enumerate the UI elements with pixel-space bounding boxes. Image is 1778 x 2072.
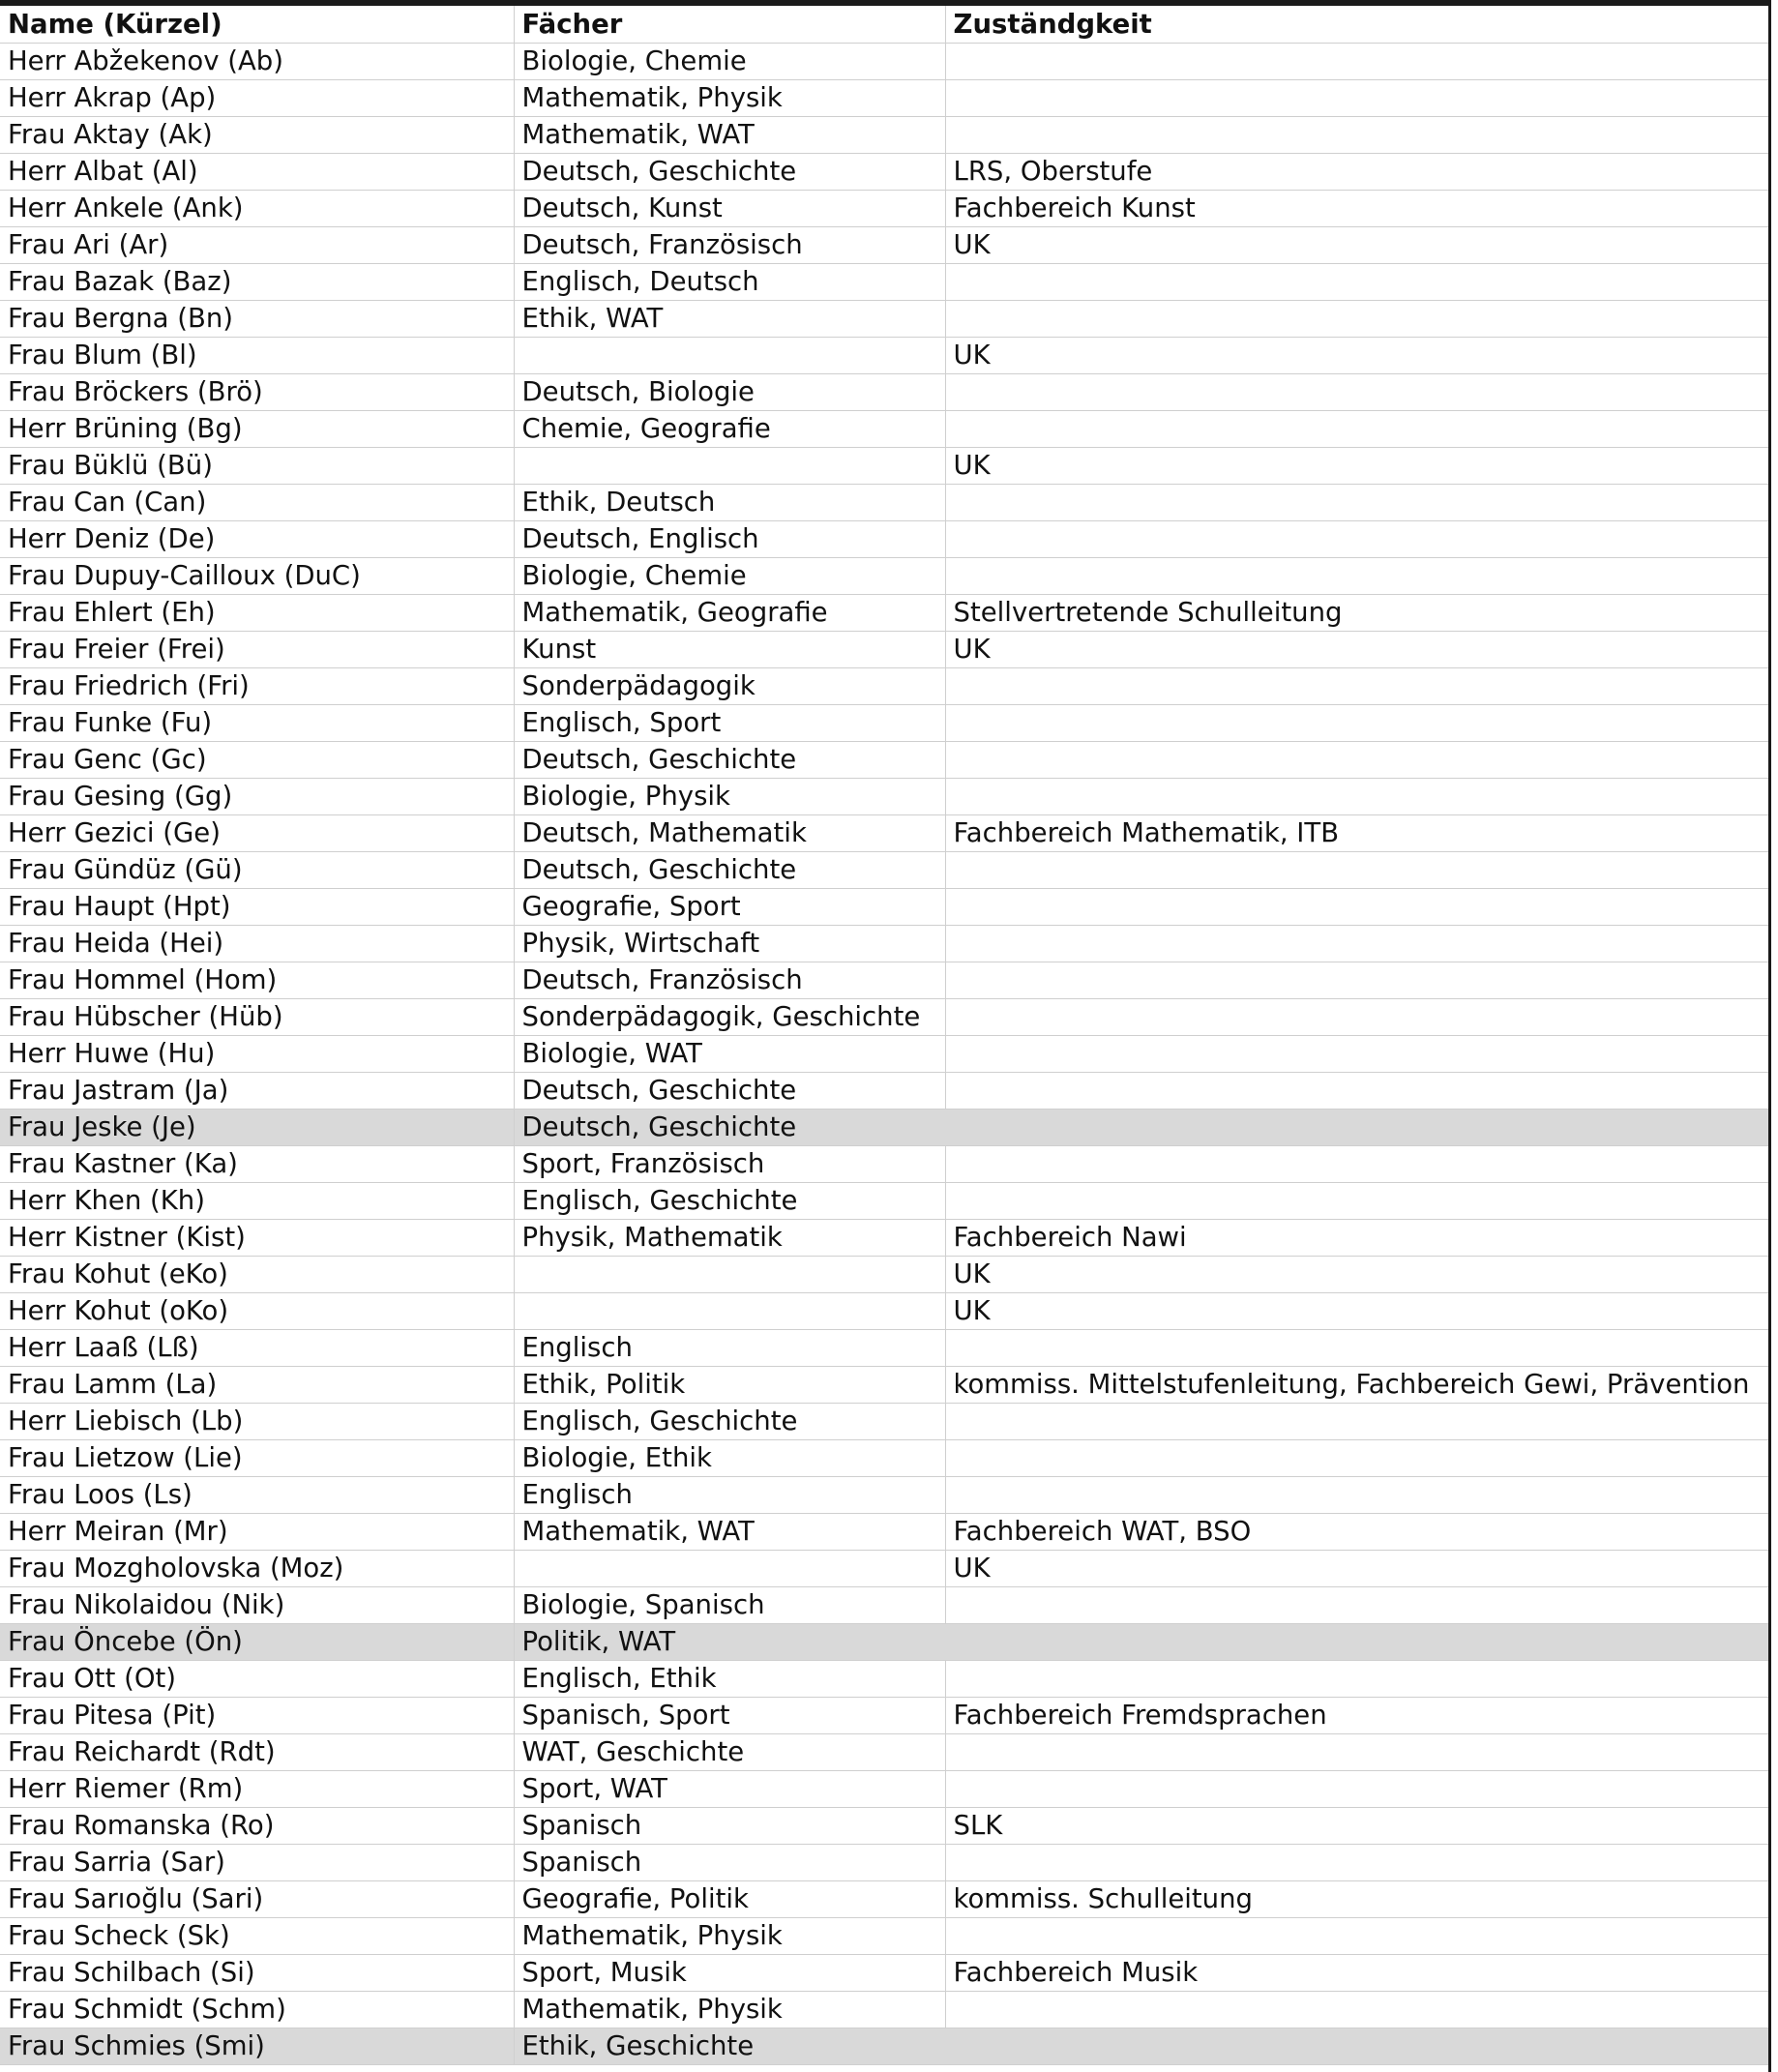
name-cell[interactable]: Frau Sarria (Sar) <box>0 1844 514 1880</box>
responsibility-cell[interactable]: LRS, Oberstufe <box>945 153 1768 190</box>
responsibility-cell[interactable]: Fachbereich Nawi <box>945 1219 1768 1256</box>
subjects-cell[interactable] <box>514 1256 945 1292</box>
table-row <box>0 300 1768 337</box>
responsibility-cell[interactable]: UK <box>945 631 1768 667</box>
responsibility-cell[interactable]: UK <box>945 447 1768 484</box>
subjects-cell[interactable]: Deutsch, Kunst <box>514 190 945 226</box>
table-row <box>0 704 1768 741</box>
responsibility-cell[interactable] <box>945 1035 1768 1072</box>
responsibility-cell[interactable] <box>945 1770 1768 1807</box>
name-cell[interactable]: Frau Bazak (Baz) <box>0 263 514 300</box>
subjects-cell[interactable]: Mathematik, Physik <box>514 79 945 116</box>
subjects-cell[interactable]: Englisch <box>514 1476 945 1513</box>
responsibility-cell[interactable] <box>945 484 1768 520</box>
name-cell[interactable]: Frau Heida (Hei) <box>0 925 514 962</box>
subjects-cell[interactable] <box>514 1292 945 1329</box>
table-row <box>0 1660 1768 1697</box>
subjects-cell[interactable]: Spanisch <box>514 1844 945 1880</box>
responsibility-cell[interactable] <box>945 962 1768 998</box>
subjects-cell[interactable]: Physik, Wirtschaft <box>514 925 945 962</box>
table-row <box>0 43 1768 79</box>
responsibility-cell[interactable] <box>945 741 1768 778</box>
table-row <box>0 962 1768 998</box>
name-cell[interactable]: Frau Hübscher (Hüb) <box>0 998 514 1035</box>
table-row <box>0 778 1768 814</box>
table-row <box>0 814 1768 851</box>
name-cell[interactable]: Frau Nikolaidou (Nik) <box>0 1586 514 1623</box>
table-row <box>0 741 1768 778</box>
subjects-cell[interactable]: Mathematik, Physik <box>514 1991 945 2028</box>
table-row <box>0 1476 1768 1513</box>
name-cell[interactable]: Herr Meiran (Mr) <box>0 1513 514 1550</box>
subjects-cell[interactable]: Kunst <box>514 631 945 667</box>
responsibility-cell[interactable] <box>945 79 1768 116</box>
table-row <box>0 153 1768 190</box>
name-cell[interactable]: Frau Freier (Frei) <box>0 631 514 667</box>
name-cell[interactable]: Frau Jastram (Ja) <box>0 1072 514 1109</box>
table-row <box>0 226 1768 263</box>
subjects-cell[interactable] <box>514 337 945 373</box>
table-row <box>0 1844 1768 1880</box>
name-cell[interactable]: Frau Ehlert (Eh) <box>0 594 514 631</box>
name-cell[interactable]: Frau Haupt (Hpt) <box>0 888 514 925</box>
name-cell[interactable]: Frau Schmidt (Schm) <box>0 1991 514 2028</box>
responsibility-cell[interactable] <box>945 998 1768 1035</box>
subjects-cell[interactable]: Geografie, Sport <box>514 888 945 925</box>
responsibility-cell[interactable] <box>945 1072 1768 1109</box>
subjects-cell[interactable]: Mathematik, WAT <box>514 116 945 153</box>
responsibility-cell[interactable]: Fachbereich Fremdsprachen <box>945 1697 1768 1733</box>
subjects-cell[interactable]: Mathematik, Geografie <box>514 594 945 631</box>
table-row <box>0 263 1768 300</box>
responsibility-cell[interactable] <box>945 1660 1768 1697</box>
responsibility-cell[interactable] <box>945 1476 1768 1513</box>
subjects-cell[interactable]: Mathematik, Physik <box>514 1917 945 1954</box>
subjects-cell[interactable]: Sport, WAT <box>514 1770 945 1807</box>
subjects-cell[interactable]: Deutsch, Geschichte <box>514 851 945 888</box>
table-row <box>0 520 1768 557</box>
responsibility-cell[interactable] <box>945 373 1768 410</box>
name-cell[interactable]: Herr Liebisch (Lb) <box>0 1403 514 1439</box>
table-row <box>0 1733 1768 1770</box>
name-cell[interactable]: Frau Reichardt (Rdt) <box>0 1733 514 1770</box>
name-cell[interactable]: Frau Schmies (Smi) <box>0 2028 514 2064</box>
subjects-cell[interactable]: Deutsch, Englisch <box>514 520 945 557</box>
table-row <box>0 1623 1768 1660</box>
name-cell[interactable]: Herr Riemer (Rm) <box>0 1770 514 1807</box>
name-cell[interactable]: Frau Scheck (Sk) <box>0 1917 514 1954</box>
name-cell[interactable]: Frau Aktay (Ak) <box>0 116 514 153</box>
subjects-cell[interactable]: Ethik, Deutsch <box>514 484 945 520</box>
subjects-cell[interactable]: Sport, Französisch <box>514 1145 945 1182</box>
subjects-cell[interactable]: Englisch, Ethik <box>514 1660 945 1697</box>
table-row <box>0 1550 1768 1586</box>
table-row <box>0 1954 1768 1991</box>
subjects-cell[interactable]: Chemie, Geografie <box>514 410 945 447</box>
responsibility-cell[interactable]: Stellvertretende Schulleitung <box>945 594 1768 631</box>
table-row <box>0 1880 1768 1917</box>
table-row <box>0 1366 1768 1403</box>
subjects-cell[interactable] <box>514 447 945 484</box>
subjects-cell[interactable]: Biologie, Spanisch <box>514 1586 945 1623</box>
subjects-cell[interactable]: Deutsch, Biologie <box>514 373 945 410</box>
name-cell[interactable]: Frau Dupuy-Cailloux (DuC) <box>0 557 514 594</box>
name-cell[interactable]: Herr Kistner (Kist) <box>0 1219 514 1256</box>
subjects-cell[interactable]: Englisch, Sport <box>514 704 945 741</box>
table-row <box>0 667 1768 704</box>
name-cell[interactable]: Frau Ari (Ar) <box>0 226 514 263</box>
table-row <box>0 1586 1768 1623</box>
responsibility-cell[interactable] <box>945 778 1768 814</box>
responsibility-cell[interactable]: Fachbereich WAT, BSO <box>945 1513 1768 1550</box>
name-cell[interactable]: Frau Schilbach (Si) <box>0 1954 514 1991</box>
table-row <box>0 1513 1768 1550</box>
responsibility-cell[interactable] <box>945 704 1768 741</box>
table-body <box>0 43 1768 2064</box>
table-row <box>0 1807 1768 1844</box>
subjects-cell[interactable]: Englisch, Geschichte <box>514 1182 945 1219</box>
table-row <box>0 1109 1768 1145</box>
name-cell[interactable]: Frau Gündüz (Gü) <box>0 851 514 888</box>
responsibility-cell[interactable] <box>945 520 1768 557</box>
name-cell[interactable]: Frau Jeske (Je) <box>0 1109 514 1145</box>
responsibility-cell[interactable] <box>945 925 1768 962</box>
table-row <box>0 447 1768 484</box>
name-cell[interactable]: Frau Friedrich (Fri) <box>0 667 514 704</box>
responsibility-cell[interactable]: Fachbereich Musik <box>945 1954 1768 1991</box>
table-row <box>0 1035 1768 1072</box>
name-cell[interactable]: Herr Ankele (Ank) <box>0 190 514 226</box>
responsibility-cell[interactable] <box>945 1403 1768 1439</box>
table-row <box>0 1292 1768 1329</box>
subjects-cell[interactable]: Deutsch, Geschichte <box>514 1109 945 1145</box>
responsibility-cell[interactable] <box>945 1844 1768 1880</box>
name-cell[interactable]: Frau Pitesa (Pit) <box>0 1697 514 1733</box>
name-cell[interactable]: Herr Kohut (oKo) <box>0 1292 514 1329</box>
subjects-cell[interactable]: Englisch, Geschichte <box>514 1403 945 1439</box>
name-cell[interactable]: Frau Genc (Gc) <box>0 741 514 778</box>
name-cell[interactable]: Herr Brüning (Bg) <box>0 410 514 447</box>
table-row <box>0 484 1768 520</box>
name-cell[interactable]: Frau Bergna (Bn) <box>0 300 514 337</box>
name-cell[interactable]: Herr Abžekenov (Ab) <box>0 43 514 79</box>
subjects-cell[interactable]: Mathematik, WAT <box>514 1513 945 1550</box>
table-row <box>0 1256 1768 1292</box>
responsibility-cell[interactable] <box>945 1733 1768 1770</box>
responsibility-cell[interactable]: UK <box>945 226 1768 263</box>
name-cell[interactable]: Frau Hommel (Hom) <box>0 962 514 998</box>
table-row <box>0 373 1768 410</box>
subjects-cell[interactable]: Deutsch, Mathematik <box>514 814 945 851</box>
table-row <box>0 1697 1768 1733</box>
responsibility-cell[interactable] <box>945 1145 1768 1182</box>
subjects-cell[interactable]: Biologie, Chemie <box>514 557 945 594</box>
subjects-cell[interactable]: Deutsch, Geschichte <box>514 741 945 778</box>
table-row <box>0 79 1768 116</box>
responsibility-cell[interactable]: UK <box>945 1292 1768 1329</box>
subjects-cell[interactable]: Ethik, WAT <box>514 300 945 337</box>
responsibility-cell[interactable] <box>945 1109 1768 1145</box>
header-row <box>0 6 1768 43</box>
table-row <box>0 410 1768 447</box>
table-row <box>0 2028 1768 2064</box>
name-cell[interactable]: Frau Büklü (Bü) <box>0 447 514 484</box>
responsibility-cell[interactable]: Fachbereich Mathematik, ITB <box>945 814 1768 851</box>
table-row <box>0 1439 1768 1476</box>
name-cell[interactable]: Frau Romanska (Ro) <box>0 1807 514 1844</box>
responsibility-cell[interactable] <box>945 1623 1768 1660</box>
table-row <box>0 557 1768 594</box>
table-row <box>0 1072 1768 1109</box>
responsibility-cell[interactable]: SLK <box>945 1807 1768 1844</box>
responsibility-cell[interactable] <box>945 1586 1768 1623</box>
responsibility-cell[interactable] <box>945 851 1768 888</box>
name-cell[interactable]: Herr Laaß (Lß) <box>0 1329 514 1366</box>
header-responsibility[interactable]: Zuständgkeit <box>945 6 1768 43</box>
header-name[interactable]: Name (Kürzel) <box>0 6 514 43</box>
subjects-cell[interactable]: Biologie, WAT <box>514 1035 945 1072</box>
responsibility-cell[interactable] <box>945 667 1768 704</box>
responsibility-cell[interactable]: Fachbereich Kunst <box>945 190 1768 226</box>
responsibility-cell[interactable] <box>945 263 1768 300</box>
responsibility-cell[interactable]: kommiss. Mittelstufenleitung, Fachbereich Gewi, Prävention <box>945 1366 1768 1403</box>
responsibility-cell[interactable] <box>945 1329 1768 1366</box>
name-cell[interactable]: Herr Deniz (De) <box>0 520 514 557</box>
name-cell[interactable]: Frau Bröckers (Brö) <box>0 373 514 410</box>
table-row <box>0 1329 1768 1366</box>
subjects-cell[interactable]: Physik, Mathematik <box>514 1219 945 1256</box>
name-cell[interactable]: Herr Khen (Kh) <box>0 1182 514 1219</box>
table-row <box>0 1182 1768 1219</box>
responsibility-cell[interactable] <box>945 116 1768 153</box>
subjects-cell[interactable]: Deutsch, Geschichte <box>514 1072 945 1109</box>
table-row <box>0 1145 1768 1182</box>
subjects-cell[interactable]: WAT, Geschichte <box>514 1733 945 1770</box>
table-row <box>0 116 1768 153</box>
name-cell[interactable]: Frau Lamm (La) <box>0 1366 514 1403</box>
responsibility-cell[interactable]: UK <box>945 1256 1768 1292</box>
table-row <box>0 1770 1768 1807</box>
responsibility-cell[interactable] <box>945 410 1768 447</box>
responsibility-cell[interactable] <box>945 888 1768 925</box>
subjects-cell[interactable]: Ethik, Politik <box>514 1366 945 1403</box>
name-cell[interactable]: Herr Albat (Al) <box>0 153 514 190</box>
name-cell[interactable]: Herr Huwe (Hu) <box>0 1035 514 1072</box>
subjects-cell[interactable]: Sonderpädagogik, Geschichte <box>514 998 945 1035</box>
subjects-cell[interactable]: Sport, Musik <box>514 1954 945 1991</box>
table-row <box>0 190 1768 226</box>
table-row <box>0 337 1768 373</box>
name-cell[interactable]: Herr Gezici (Ge) <box>0 814 514 851</box>
header-subjects[interactable]: Fächer <box>514 6 945 43</box>
table-row <box>0 888 1768 925</box>
name-cell[interactable]: Herr Akrap (Ap) <box>0 79 514 116</box>
name-cell[interactable]: Frau Lietzow (Lie) <box>0 1439 514 1476</box>
subjects-cell[interactable]: Spanisch <box>514 1807 945 1844</box>
table-row <box>0 998 1768 1035</box>
name-cell[interactable]: Frau Loos (Ls) <box>0 1476 514 1513</box>
subjects-cell[interactable]: Biologie, Physik <box>514 778 945 814</box>
table-row <box>0 1991 1768 2028</box>
responsibility-cell[interactable] <box>945 2028 1768 2064</box>
name-cell[interactable]: Frau Kastner (Ka) <box>0 1145 514 1182</box>
subjects-cell[interactable]: Deutsch, Geschichte <box>514 153 945 190</box>
responsibility-cell[interactable] <box>945 1917 1768 1954</box>
subjects-cell[interactable]: Sonderpädagogik <box>514 667 945 704</box>
subjects-cell[interactable]: Deutsch, Französisch <box>514 226 945 263</box>
subjects-cell[interactable]: Spanisch, Sport <box>514 1697 945 1733</box>
subjects-cell[interactable]: Englisch, Deutsch <box>514 263 945 300</box>
name-cell[interactable]: Frau Can (Can) <box>0 484 514 520</box>
table-row <box>0 851 1768 888</box>
table-row <box>0 1403 1768 1439</box>
subjects-cell[interactable]: Englisch <box>514 1329 945 1366</box>
responsibility-cell[interactable] <box>945 1991 1768 2028</box>
name-cell[interactable]: Frau Blum (Bl) <box>0 337 514 373</box>
name-cell[interactable]: Frau Öncebe (Ön) <box>0 1623 514 1660</box>
subjects-cell[interactable]: Deutsch, Französisch <box>514 962 945 998</box>
name-cell[interactable]: Frau Gesing (Gg) <box>0 778 514 814</box>
responsibility-cell[interactable] <box>945 557 1768 594</box>
name-cell[interactable]: Frau Ott (Ot) <box>0 1660 514 1697</box>
responsibility-cell[interactable] <box>945 300 1768 337</box>
table-row <box>0 1219 1768 1256</box>
staff-table <box>0 6 1768 2065</box>
table-row <box>0 631 1768 667</box>
subjects-cell[interactable] <box>514 1550 945 1586</box>
subjects-cell[interactable]: Biologie, Ethik <box>514 1439 945 1476</box>
name-cell[interactable]: Frau Kohut (eKo) <box>0 1256 514 1292</box>
responsibility-cell[interactable]: UK <box>945 337 1768 373</box>
subjects-cell[interactable]: Biologie, Chemie <box>514 43 945 79</box>
name-cell[interactable]: Frau Sarıoğlu (Sari) <box>0 1880 514 1917</box>
table-row <box>0 594 1768 631</box>
responsibility-cell[interactable]: kommiss. Schulleitung <box>945 1880 1768 1917</box>
responsibility-cell[interactable] <box>945 1182 1768 1219</box>
subjects-cell[interactable]: Ethik, Geschichte <box>514 2028 945 2064</box>
subjects-cell[interactable]: Geografie, Politik <box>514 1880 945 1917</box>
responsibility-cell[interactable] <box>945 43 1768 79</box>
subjects-cell[interactable]: Politik, WAT <box>514 1623 945 1660</box>
responsibility-cell[interactable]: UK <box>945 1550 1768 1586</box>
responsibility-cell[interactable] <box>945 1439 1768 1476</box>
table-row <box>0 1917 1768 1954</box>
table-row <box>0 925 1768 962</box>
name-cell[interactable]: Frau Mozgholovska (Moz) <box>0 1550 514 1586</box>
name-cell[interactable]: Frau Funke (Fu) <box>0 704 514 741</box>
